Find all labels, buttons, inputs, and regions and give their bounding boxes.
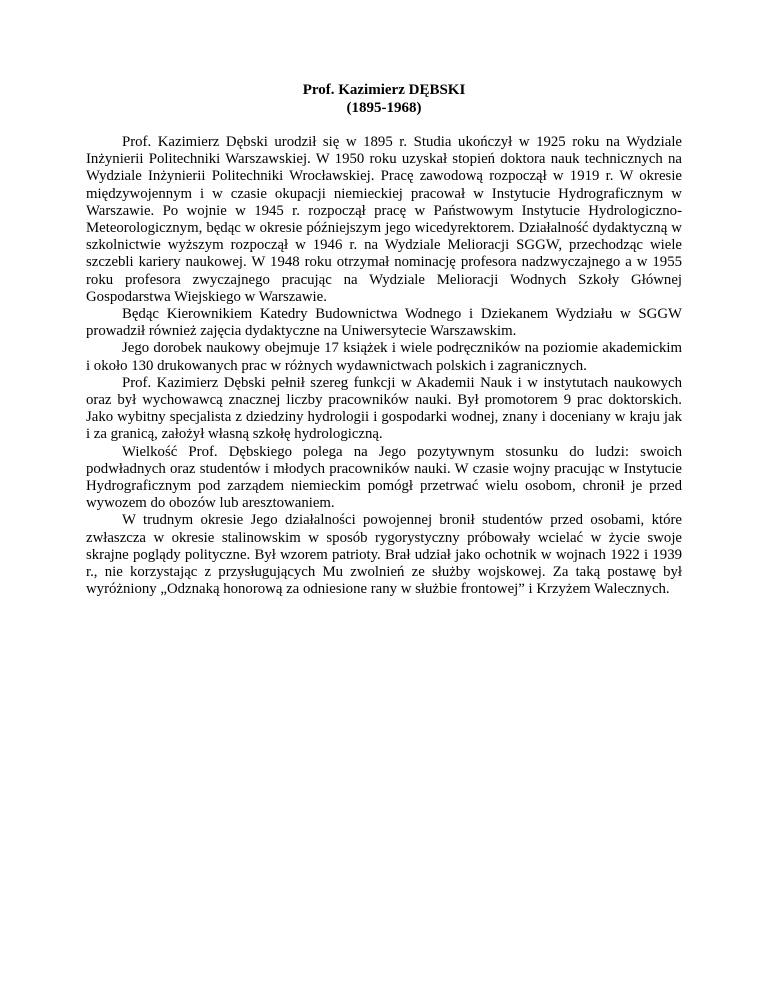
paragraph-patriotism: W trudnym okresie Jego działalności powojennej bronił studentów przed osobami, które zwłaszcza w okresie stalinowskim w sposób rygorystyczny próbowały wcielać w życie swoje skrajne poglądy polityczne. Był wzorem patrioty. Brał udział jako ochotnik w wojnach 1922 i 1939 r., nie korzystając z przysługujących Mu zwolnień ze służby wojskowej. Za taką postawę był wyróżniony „Odznaką honorową za odniesione rany w służbie frontowej” i Krzyżem Walecznych. xyxy=(86,512,682,598)
page-title: Prof. Kazimierz DĘBSKI xyxy=(302,82,466,98)
paragraph-biography: Prof. Kazimierz Dębski urodził się w 1895 r. Studia ukończył w 1925 roku na Wydziale Inżynierii Politechniki Warszawskiej. W 1950 roku uzyskał stopień doktora nauk technicznych na Wydziale Inżynierii Politechniki Wrocławskiej. Pracę zawodową rozpoczął w 1919 r. W okresie międzywojennym i w czasie okupacji niemieckiej pracował w Instytucie Hydrograficznym w Warszawie. Po wojnie w 1945 r. rozpoczął pracę w Państwowym Instytucie Hydrologiczno-Meteorologicznym, będąc w okresie późniejszym jego wicedyrektorem. Działalność dydaktyczną w szkolnictwie wyższym rozpoczął w 1946 r. na Wydziale Melioracji SGGW, przechodząc wiele szczebli kariery naukowej. W 1948 roku otrzymał nominację profesora nadzwyczajnego a w 1955 roku profesora zwyczajnego pracując na Wydziale Melioracji Wodnych Szkoły Głównej Gospodarstwa Wiejskiego w Warszawie. xyxy=(86,134,682,305)
life-years: (1895-1968) xyxy=(346,100,422,116)
paragraph-character: Wielkość Prof. Dębskiego polega na Jego pozytywnym stosunku do ludzi: swoich podwładnych oraz studentów i młodych pracowników nauki. W czasie wojny pracując w Instytucie Hydrograficznym pod zarządem niemieckim pomógł przetrwać wielu osobom, chronił je przed wywozem do obozów lub aresztowaniem. xyxy=(86,443,682,512)
paragraph-functions: Prof. Kazimierz Dębski pełnił szereg funkcji w Akademii Nauk i w instytutach naukowych oraz był wychowawcą znacznej liczby pracowników nauki. Był promotorem 9 prac doktorskich. Jako wybitny specjalista z dziedziny hydrologii i gospodarki wodnej, znany i doceniany w kraju jak i za granicą, założył własną szkołę hydrologiczną. xyxy=(86,374,682,443)
title-block xyxy=(86,81,682,117)
document-page xyxy=(86,81,682,598)
paragraph-department: Będąc Kierownikiem Katedry Budownictwa Wodnego i Dziekanem Wydziału w SGGW prowadził również zajęcia dydaktyczne na Uniwersytecie Warszawskim. xyxy=(86,306,682,340)
paragraph-publications: Jego dorobek naukowy obejmuje 17 książek i wiele podręczników na poziomie akademickim i około 130 drukowanych prac w różnych wydawnictwach polskich i zagranicznych. xyxy=(86,340,682,374)
